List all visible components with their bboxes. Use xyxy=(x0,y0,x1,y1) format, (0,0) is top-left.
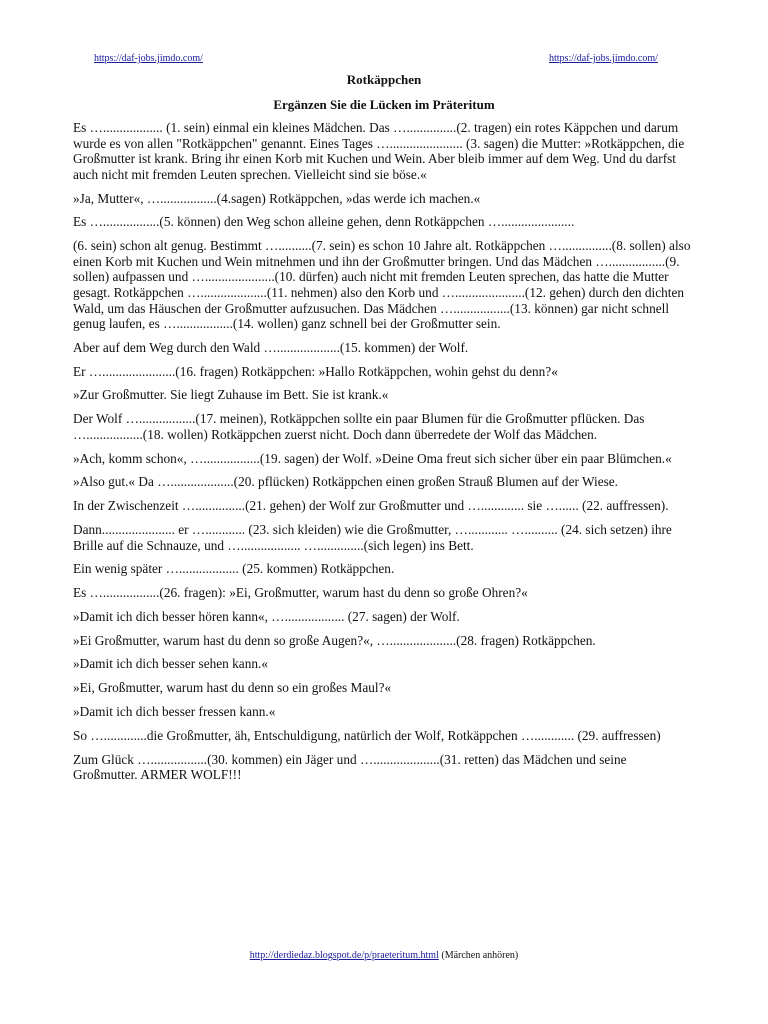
paragraph: »Also gut.« Da …...................(20. pflücken) Rotkäppchen einen großen Strauß Blumen auf der Wiese. xyxy=(73,474,619,490)
paragraph: Der Wolf ….................(17. meinen), Rotkäppchen sollte ein paar Blumen für die Großmutter pflücken. Das ….................(18. wollen) Rotkäppchen zuerst nicht. Doch dann überredete der Wolf das Mädchen. xyxy=(73,411,645,442)
exercise-text xyxy=(73,120,693,791)
paragraph: »Ja, Mutter«, ….................(4.sagen) Rotkäppchen, »das werde ich machen.« xyxy=(73,190,481,206)
paragraph: Aber auf dem Weg durch den Wald …...................(15. kommen) der Wolf. xyxy=(73,339,469,355)
footer-link[interactable]: http://derdiedaz.blogspot.de/p/praeteritum.html xyxy=(249,950,439,961)
header-link-left[interactable]: https://daf-jobs.jimdo.com/ xyxy=(94,53,203,64)
paragraph: »Damit ich dich besser sehen kann.« xyxy=(73,656,268,672)
header-link-right[interactable]: https://daf-jobs.jimdo.com/ xyxy=(549,53,658,64)
document-subtitle: Ergänzen Sie die Lücken im Präteritum xyxy=(273,97,495,112)
paragraph: Ein wenig später ….................. (25. kommen) Rotkäppchen. xyxy=(73,561,395,577)
paragraph: Es ….................(5. können) den Weg schon alleine gehen, denn Rotkäppchen …...................... xyxy=(73,214,575,230)
paragraph: (6. sein) schon alt genug. Bestimmt …..........(7. sein) es schon 10 Jahre alt. Rotkäppchen …...............(8. sollen) also einen Korb mit Kuchen und Wein mitnehmen und ihn der Großmutter bringen. Und das Mädchen ….................(9. sollen) aufpassen und ….....................(10. dürfen) auch nicht mit fremden Leuten sprechen, das hatte die Mutter gesagt. Rotkäppchen …....................(11. nehmen) also den Korb und ….....................(12. gehen) durch den dichten Wald, um das Häuschen der Großmutter aufzusuchen. Das Mädchen ….................(13. können) gar nicht schnell genug laufen, es ….................(14. wollen) ganz schnell bei der Großmutter sein. xyxy=(73,238,691,332)
footer xyxy=(0,950,768,961)
paragraph: »Damit ich dich besser fressen kann.« xyxy=(73,704,276,719)
paragraph: Es ….................(26. fragen): »Ei, Großmutter, warum hast du denn so große Ohren?« xyxy=(73,585,528,601)
paragraph: Dann...................... er …............ (23. sich kleiden) wie die Großmutter, …............ ….......... (24. sich setzen) ihre Brille auf die Schnauze, und ….................. …..............(sich legen) ins Bett. xyxy=(73,521,672,553)
footer-note: (Märchen anhören) xyxy=(438,950,519,961)
paragraph: »Ei Großmutter, warum hast du denn so große Augen?«, …....................(28. fragen) Rotkäppchen. xyxy=(73,632,596,648)
paragraph: In der Zwischenzeit …...............(21. gehen) der Wolf zur Großmutter und …............. sie …...... (22. auffressen). xyxy=(73,498,669,514)
paragraph: So ….............die Großmutter, äh, Entschuldigung, natürlich der Wolf, Rotkäppchen …............ (29. auffressen) xyxy=(73,727,661,743)
paragraph: »Ach, komm schon«, ….................(19. sagen) der Wolf. »Deine Oma freut sich sicher über ein paar Blümchen.« xyxy=(73,450,672,466)
paragraph: »Ei, Großmutter, warum hast du denn so ein großes Maul?« xyxy=(73,680,392,696)
document-title: Rotkäppchen xyxy=(346,72,422,87)
paragraph: »Zur Großmutter. Sie liegt Zuhause im Bett. Sie ist krank.« xyxy=(73,387,389,403)
paragraph: Zum Glück ….................(30. kommen) ein Jäger und …....................(31. retten) das Mädchen und seine Großmutter. ARMER WOLF!!! xyxy=(73,751,627,783)
paragraph: Es ….................. (1. sein) einmal ein kleines Mädchen. Das …...............(2. tragen) ein rotes Käppchen und darum wurde es von allen "Rotkäppchen" genannt. Eines Tages …...................... (3. sagen) die Mutter: »Rotkäppchen, die Großmutter ist krank. Bring ihr einen Korb mit Kuchen und Wein. Aber bleib immer auf dem Weg. Und du darfst auch nicht mit fremden Leuten sprechen. Vielleicht sind sie böse.« xyxy=(73,120,685,182)
paragraph: Er …......................(16. fragen) Rotkäppchen: »Hallo Rotkäppchen, wohin gehst du denn?« xyxy=(73,363,558,379)
paragraph: »Damit ich dich besser hören kann«, ….................. (27. sagen) der Wolf. xyxy=(73,608,460,624)
